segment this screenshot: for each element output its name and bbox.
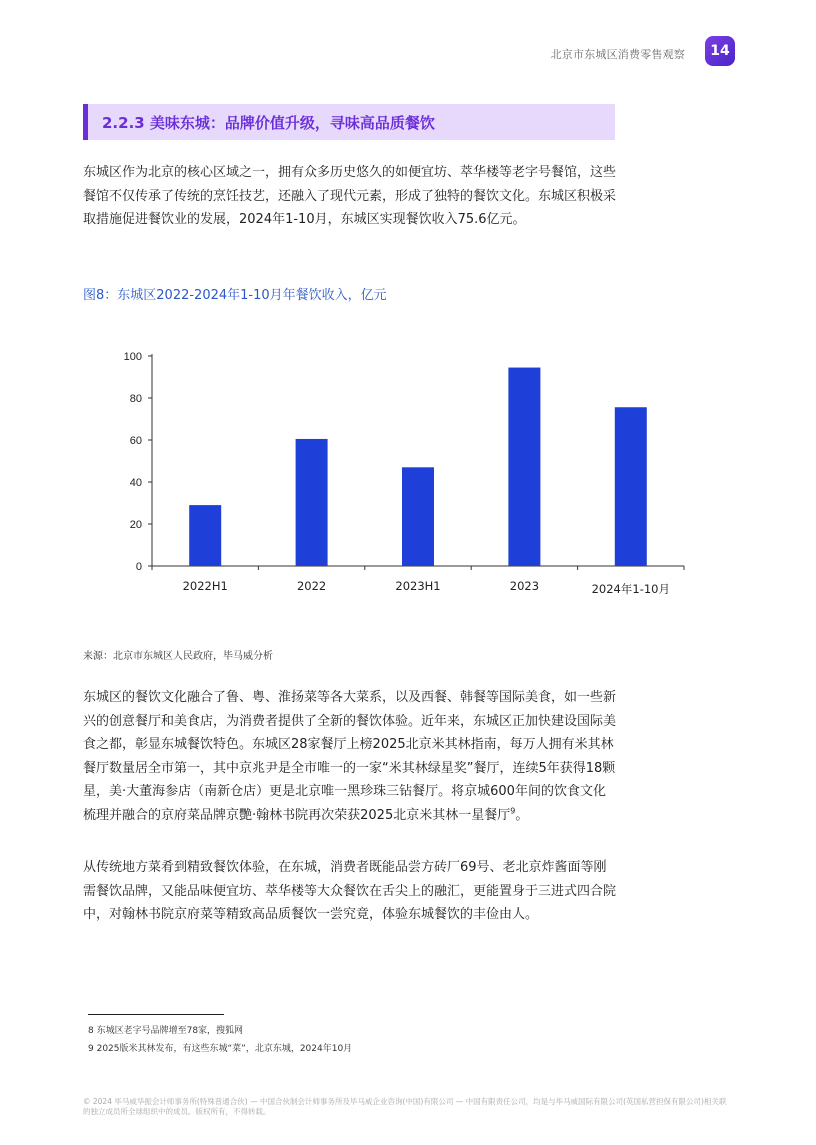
x-tick-label: 2023 <box>509 579 540 593</box>
figure-source: 来源：北京市东城区人民政府，毕马威分析 <box>83 651 273 662</box>
x-tick-label: 2023H1 <box>395 579 441 593</box>
y-tick-label: 60 <box>129 435 142 447</box>
y-tick-label: 0 <box>135 561 142 573</box>
x-tick-label: 2022 <box>296 579 327 593</box>
footnote-ref-9: 9 <box>510 806 516 816</box>
dining-revenue-bar-chart <box>100 340 700 610</box>
culture-text-end: 。 <box>515 807 529 823</box>
figure-caption: 图8：东城区2022-2024年1-10月年餐饮收入，亿元 <box>83 288 387 303</box>
culture-text: 东城区的餐饮文化融合了鲁、粤、淮扬菜等各大菜系，以及西餐、韩餐等国际美食，如一些新兴的创意餐厅和美食店，为消费者提供了全新的餐饮体验。近年来，东城区正加快建设国际美食之都，彰显东城餐饮特色。东城区28家餐厅上榜2025北京米其林指南，每万人拥有米其林餐厅数量居全市第一，其中京兆尹是全市唯一的一家“米其林绿星奖”餐厅，连续5年获得18颗星，美·大董海参店（南新仓店）更是北京唯一黑珍珠三钻餐厅。将京城600年间的饮食文化梳理并融合的京府菜品牌京艷·翰林书院再次荣获2025北京米其林一星餐厅 <box>83 690 617 823</box>
bar-0 <box>189 505 221 566</box>
bar-4 <box>615 407 647 566</box>
x-tick-label: 2024年1-10月 <box>591 582 670 596</box>
section-heading-bar <box>83 104 615 140</box>
y-tick-label: 100 <box>123 351 142 363</box>
bar-1 <box>296 439 328 566</box>
bar-2 <box>402 467 434 566</box>
experience-paragraph: 从传统地方菜肴到精致餐饮体验，在东城，消费者既能品尝方砖厂69号、老北京炸酱面等刚需餐饮品牌，又能品味便宜坊、萃华楼等大众餐饮在舌尖上的融汇，更能置身于三进式四合院中，对翰林书院京府菜等精致高品质餐饮一尝究竟，体验东城餐饮的丰俭由人。 <box>83 860 617 922</box>
bar-3 <box>508 368 540 566</box>
y-tick-label: 80 <box>129 393 142 405</box>
intro-paragraph: 东城区作为北京的核心区域之一，拥有众多历史悠久的如便宜坊、萃华楼等老字号餐馆，这些餐馆不仅传承了传统的烹饪技艺，还融入了现代元素，形成了独特的餐饮文化。东城区积极采取措施促进餐饮业的发展，2024年1-10月，东城区实现餐饮收入75.6亿元。 <box>83 165 617 227</box>
page-number-badge: 14 <box>705 36 735 66</box>
section-title: 2.2.3 美味东城：品牌价值升级，寻味高品质餐饮 <box>102 113 435 132</box>
legal-notice: © 2024 毕马威华振会计师事务所(特殊普通合伙) — 中国合伙制会计师事务所及毕马威企业咨询(中国)有限公司 — 中国有限责任公司，均是与毕马威国际有限公司(英国私营担保有限公司)相关联的独立成员所全球组织中的成员。版权所有，不得转载。 <box>83 1097 727 1116</box>
header-title: 北京市东城区消费零售观察 <box>550 48 685 61</box>
footnote-divider <box>88 1014 224 1015</box>
x-tick-label: 2022H1 <box>182 579 228 593</box>
culture-paragraph <box>83 686 617 827</box>
footnote-8: 8 东城区老字号品牌增至78家，搜狐网 <box>88 1026 244 1036</box>
y-tick-label: 40 <box>129 477 142 489</box>
footnote-9: 9 2025版米其林发布，有这些东城“菜”，北京东城，2024年10月 <box>88 1044 353 1054</box>
y-tick-label: 20 <box>129 519 142 531</box>
